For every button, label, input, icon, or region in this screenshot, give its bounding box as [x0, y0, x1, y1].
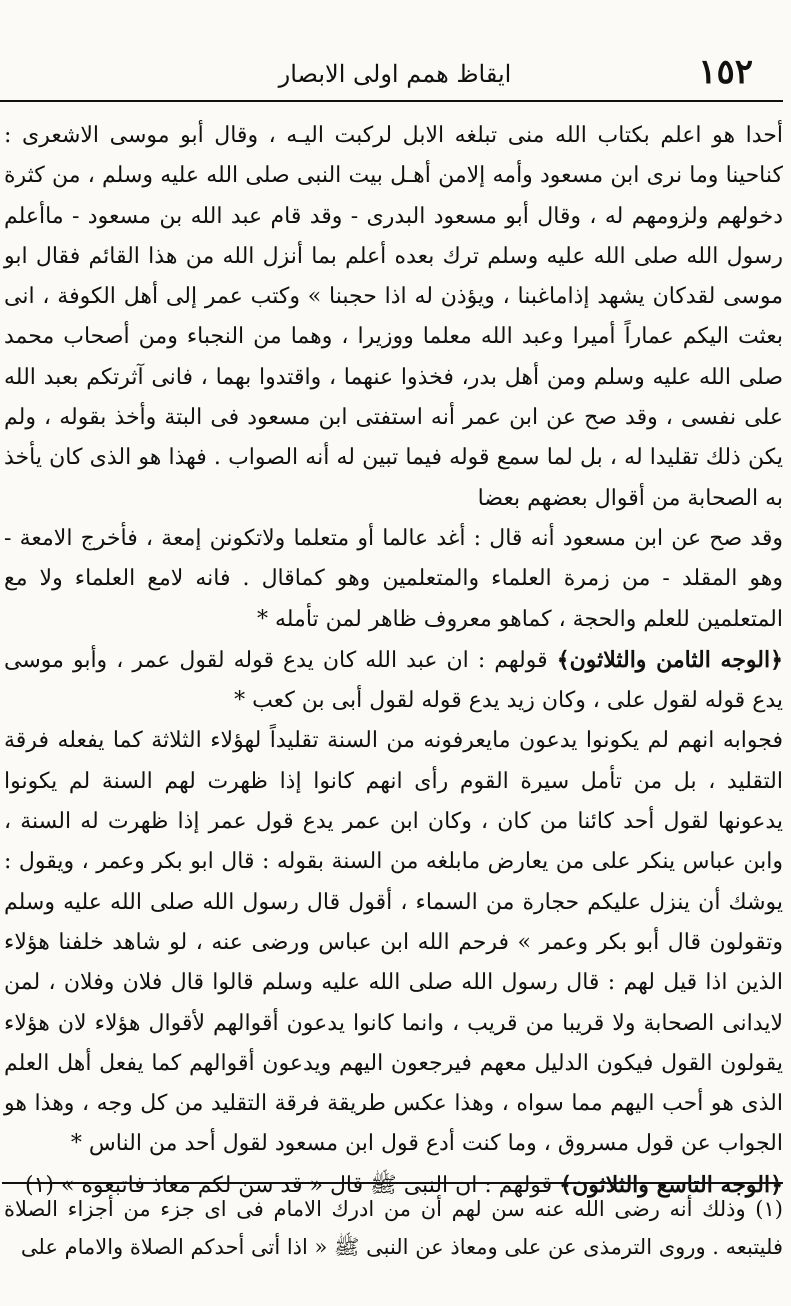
paragraph-2: وقد صح عن ابن مسعود أنه قال : أغد عالما أو متعلما ولاتكونن إمعة ، فأخرج الامعة - وهو المقلد - من زمرة العلماء والمتعلمين وهو كماقال . فانه لامع العلماء ولا مع المتعلمين للعلم والحجة ، كماهو معروف ظاهر لمن تأمله *: [4, 525, 783, 632]
header-rule: [0, 100, 783, 102]
main-text: [4, 116, 783, 1206]
section-heading-39: ﴿الوجه التاسع والثلاثون﴾: [559, 1171, 783, 1198]
paragraph-3: [4, 640, 783, 722]
paragraph-5-text: قولهم : ان النبى ﷺ قال « قد سن لكم معاذ فاتبعوه » (١): [24, 1172, 553, 1198]
paragraph-3-text: قولهم : ان عبد الله كان يدع قوله لقول عمر ، وأبو موسى يدع قوله لقول على ، وكان زيد يدع قوله لقول أبى بن كعب *: [4, 647, 783, 714]
paragraph-1: أحدا هو اعلم بكتاب الله منى تبلغه الابل لركبت اليـه ، وقال أبو موسى الاشعرى : كناحينا وما نرى ابن مسعود وأمه إلامن أهـل بيت النبى صلى الله عليه وسلم ، من كثرة دخولهم ولزومهم له ، وقال أبو مسعود البدرى - وقد قام عبد الله بن مسعود - ماأعلم رسول الله صلى الله عليه وسلم ترك بعده أعلم بما أنزل الله من هذا القائم فقال ابو موسى لقدكان يشهد إذاماغبنا ، ويؤذن له اذا حجبنا » وكتب عمر إلى أهل الكوفة ، انى بعثت اليكم عماراً أميرا وعبد الله معلما ووزيرا ، وهما من النجباء ومن أصحاب محمد صلى الله عليه وسلم ومن أهل بدر، فخذوا عنهما ، واقتدوا بهما ، فانى آثرتكم بعبد الله على نفسى ، وقد صح عن ابن عمر أنه استفتى ابن مسعود فى البتة وأخذ بقوله ، ولم يكن ذلك تقليدا له ، بل لما سمع قوله فيما تبين له أنه الصواب . فهذا هو الذى كان يأخذ به الصحابة من أقوال بعضهم بعضا: [4, 123, 783, 511]
running-title: ايقاظ همم اولى الابصار: [278, 60, 512, 88]
footnote-1: (١) وذلك أنه رضى الله عنه سن لهم أن من ادرك الامام فى اى جزء من أجزاء الصلاة فليتبعه . وروى الترمذى عن على ومعاذ عن النبى ﷺ « اذا أتى أحدكم الصلاة والامام على: [4, 1197, 783, 1259]
page-header: [0, 52, 791, 96]
section-heading-38: ﴿الوجه الثامن والثلاثون﴾: [556, 646, 783, 673]
paragraph-4: فجوابه انهم لم يكونوا يدعون مايعرفونه من السنة تقليداً لهؤلاء الثلاثة كما يفعله فرقة التقليد ، بل من تأمل سيرة القوم رأى انهم كانوا إذا ظهرت لهم السنة لم يكونوا يدعونها لقول أحد كائنا من كان ، وكان ابن عمر يدع قول عمر إذا ظهرت له السنة ، وابن عباس ينكر على من يعارض مابلغه من السنة بقوله : قال ابو بكر وعمر ، ويقول : يوشك أن ينزل عليكم حجارة من السماء ، أقول قال رسول الله صلى الله عليه وسلم وتقولون قال أبو بكر وعمر » فرحم الله ابن عباس ورضى عنه ، لو شاهد خلفنا هؤلاء الذين اذا قيل لهم : قال رسول الله صلى الله عليه وسلم قالوا قال فلان وفلان ، لمن لايدانى الصحابة ولا قريبا من قريب ، وانما كانوا يدعون أقوالهم لأقوال هؤلاء لان هؤلاء يقولون القول فيكون الدليل معهم فيرجعون اليهم ويدعون أقوالهم كما يفعل أهل العلم الذى هو أحب اليهم مما سواه ، وهذا عكس طريقة فرقة التقليد من كل وجه ، وهذا هو الجواب عن قول مسروق ، وما كنت أدع قول ابن مسعود لقول أحد من الناس *: [4, 728, 783, 1157]
page-number: ١٥٢: [698, 52, 753, 92]
footnotes: [4, 1190, 783, 1266]
footnote-rule: [2, 1182, 783, 1184]
